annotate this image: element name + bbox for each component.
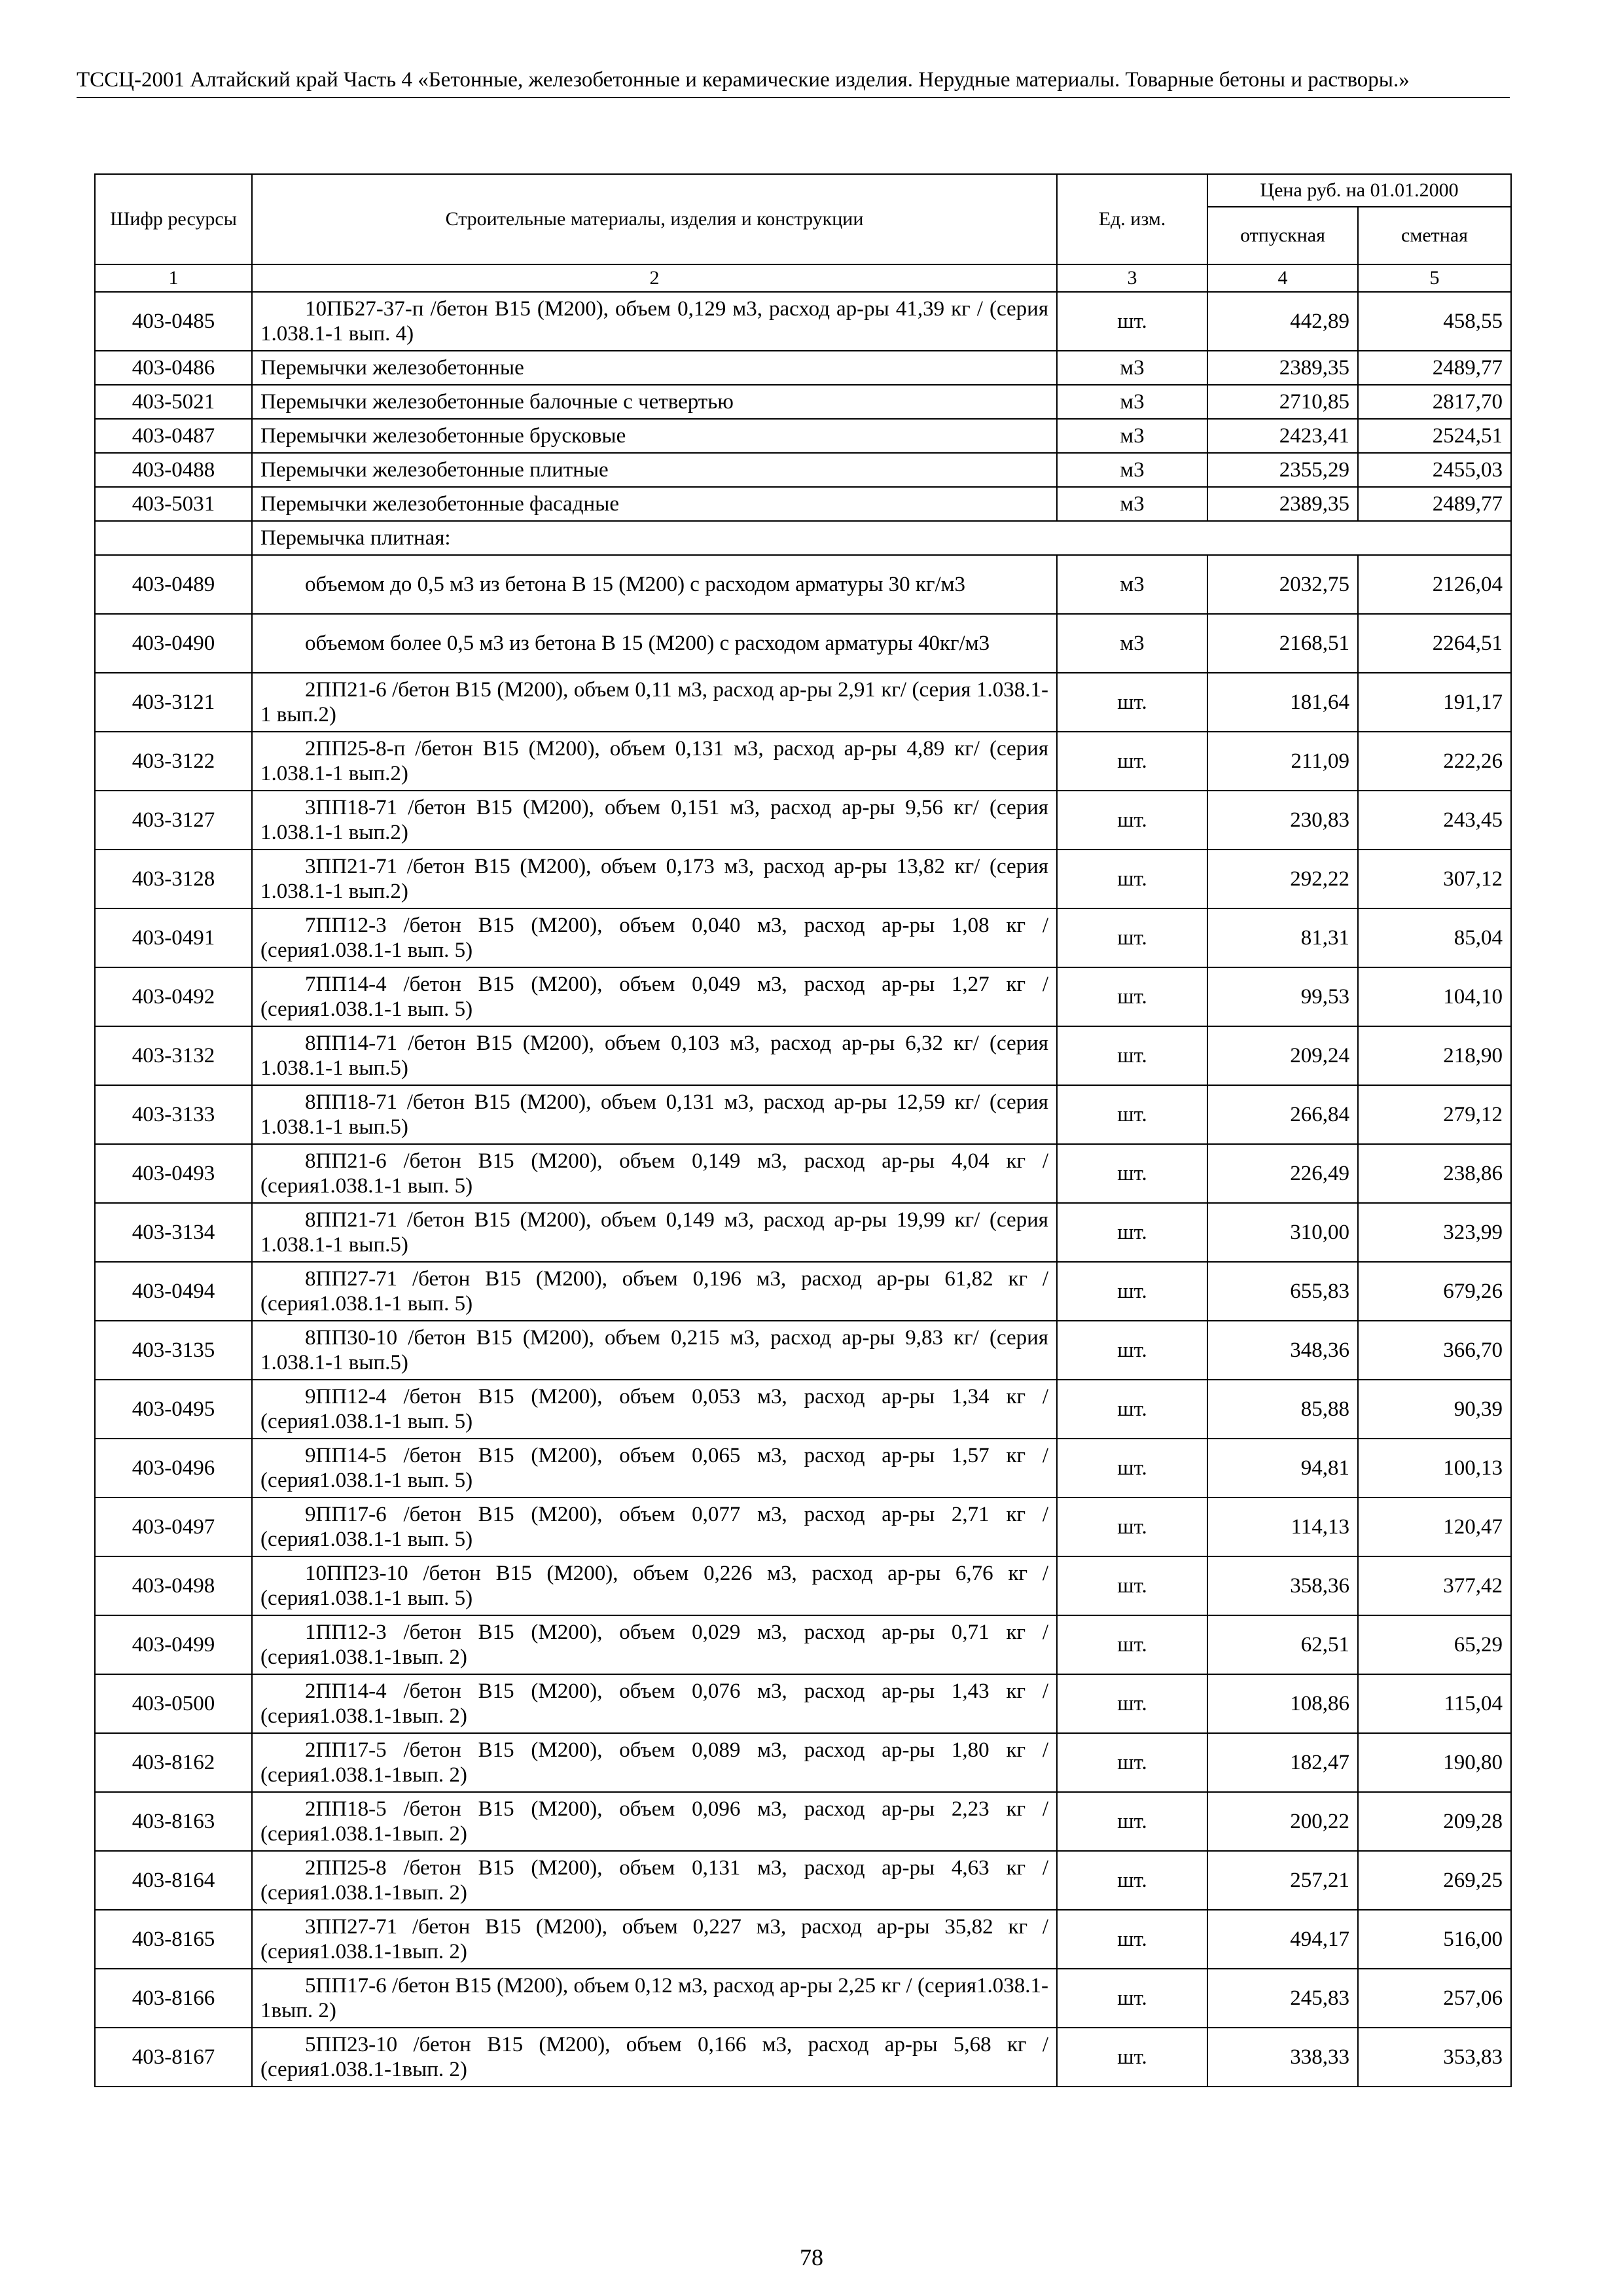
estimate-price: 679,26 xyxy=(1358,1262,1511,1321)
estimate-price: 90,39 xyxy=(1358,1380,1511,1439)
estimate-price: 269,25 xyxy=(1358,1851,1511,1910)
material-description: 8ПП27-71 /бетон В15 (М200), объем 0,196 м3, расход ар-ры 61,82 кг / (серия1.038.1-1 вып. 5) xyxy=(260,1267,1048,1316)
material-description-cell xyxy=(252,1498,1057,1556)
material-description-cell xyxy=(252,732,1057,791)
resource-code: 403-8163 xyxy=(95,1792,252,1851)
release-price: 2389,35 xyxy=(1207,487,1358,521)
material-description-cell xyxy=(252,908,1057,967)
estimate-price: 100,13 xyxy=(1358,1439,1511,1498)
material-description: 9ПП14-5 /бетон В15 (М200), объем 0,065 м3, расход ар-ры 1,57 кг / (серия1.038.1-1 вып. 5) xyxy=(260,1444,1048,1492)
unit-of-measure: шт. xyxy=(1057,1792,1207,1851)
estimate-price: 115,04 xyxy=(1358,1674,1511,1733)
material-description: Перемычки железобетонные плитные xyxy=(260,458,609,482)
material-description-cell xyxy=(252,351,1057,385)
material-description: 1ПП12-3 /бетон В15 (М200), объем 0,029 м3, расход ар-ры 0,71 кг / (серия1.038.1-1вып. 2) xyxy=(260,1621,1048,1669)
column-number-row xyxy=(95,264,1511,292)
column-number: 5 xyxy=(1358,264,1511,292)
table-row xyxy=(95,1321,1511,1380)
unit-of-measure: шт. xyxy=(1057,908,1207,967)
column-number: 3 xyxy=(1057,264,1207,292)
unit-of-measure: шт. xyxy=(1057,1439,1207,1498)
estimate-price: 257,06 xyxy=(1358,1969,1511,2028)
material-description-cell xyxy=(252,1026,1057,1085)
resource-code: 403-3134 xyxy=(95,1203,252,1262)
material-description: 2ПП18-5 /бетон В15 (М200), объем 0,096 м3, расход ар-ры 2,23 кг / (серия1.038.1-1вып. 2) xyxy=(260,1797,1048,1846)
resource-code: 403-0496 xyxy=(95,1439,252,1498)
release-price: 266,84 xyxy=(1207,1085,1358,1144)
resource-code: 403-3127 xyxy=(95,791,252,850)
unit-of-measure: шт. xyxy=(1057,791,1207,850)
material-description: 2ПП14-4 /бетон В15 (М200), объем 0,076 м3, расход ар-ры 1,43 кг / (серия1.038.1-1вып. 2) xyxy=(260,1679,1048,1728)
material-description: 5ПП17-6 /бетон В15 (М200), объем 0,12 м3, расход ар-ры 2,25 кг / (серия1.038.1-1вып. 2) xyxy=(260,1974,1048,2022)
estimate-price: 104,10 xyxy=(1358,967,1511,1026)
estimate-price: 243,45 xyxy=(1358,791,1511,850)
unit-of-measure: шт. xyxy=(1057,673,1207,732)
estimate-price: 323,99 xyxy=(1358,1203,1511,1262)
unit-of-measure: шт. xyxy=(1057,1851,1207,1910)
material-description: объемом более 0,5 м3 из бетона В 15 (М200) с расходом арматуры 40кг/м3 xyxy=(305,632,990,655)
material-description: 9ПП12-4 /бетон В15 (М200), объем 0,053 м3, расход ар-ры 1,34 кг / (серия1.038.1-1 вып. 5) xyxy=(260,1385,1048,1433)
unit-of-measure: шт. xyxy=(1057,967,1207,1026)
table-row xyxy=(95,1498,1511,1556)
material-description-cell xyxy=(252,1733,1057,1792)
table-row xyxy=(95,673,1511,732)
unit-of-measure: шт. xyxy=(1057,1556,1207,1615)
estimate-price: 458,55 xyxy=(1358,292,1511,351)
estimate-price: 2524,51 xyxy=(1358,419,1511,453)
release-price: 2355,29 xyxy=(1207,453,1358,487)
material-description-cell xyxy=(252,1969,1057,2028)
resource-code: 403-0491 xyxy=(95,908,252,967)
resource-code: 403-3122 xyxy=(95,732,252,791)
material-description-cell xyxy=(252,967,1057,1026)
table-row xyxy=(95,1203,1511,1262)
material-description: 8ПП18-71 /бетон В15 (М200), объем 0,131 м3, расход ар-ры 12,59 кг/ (серия 1.038.1-1 вып.5) xyxy=(260,1090,1048,1139)
estimate-price: 85,04 xyxy=(1358,908,1511,967)
material-description: 3ПП27-71 /бетон В15 (М200), объем 0,227 м3, расход ар-ры 35,82 кг / (серия1.038.1-1вып. 2) xyxy=(260,1915,1048,1964)
table-row xyxy=(95,351,1511,385)
estimate-price: 2126,04 xyxy=(1358,555,1511,614)
material-description-cell xyxy=(252,614,1057,673)
unit-of-measure: шт. xyxy=(1057,1085,1207,1144)
unit-of-measure: шт. xyxy=(1057,1380,1207,1439)
release-price: 348,36 xyxy=(1207,1321,1358,1380)
material-description: 8ПП21-6 /бетон В15 (М200), объем 0,149 м3, расход ар-ры 4,04 кг / (серия1.038.1-1 вып. 5) xyxy=(260,1149,1048,1198)
table-row xyxy=(95,967,1511,1026)
table-row xyxy=(95,850,1511,908)
table-row xyxy=(95,292,1511,351)
table-row xyxy=(95,1733,1511,1792)
resource-code: 403-0489 xyxy=(95,555,252,614)
table-row xyxy=(95,1026,1511,1085)
table-row xyxy=(95,908,1511,967)
unit-of-measure: шт. xyxy=(1057,1674,1207,1733)
estimate-price: 65,29 xyxy=(1358,1615,1511,1674)
unit-of-measure: шт. xyxy=(1057,1144,1207,1203)
release-price: 358,36 xyxy=(1207,1556,1358,1615)
release-price: 2710,85 xyxy=(1207,385,1358,419)
release-price: 108,86 xyxy=(1207,1674,1358,1733)
resource-code: 403-3121 xyxy=(95,673,252,732)
release-price: 94,81 xyxy=(1207,1439,1358,1498)
material-description-cell xyxy=(252,385,1057,419)
table-row xyxy=(95,2028,1511,2087)
release-price: 2389,35 xyxy=(1207,351,1358,385)
unit-of-measure: м3 xyxy=(1057,385,1207,419)
estimate-price: 307,12 xyxy=(1358,850,1511,908)
resource-code: 403-8166 xyxy=(95,1969,252,2028)
unit-of-measure: шт. xyxy=(1057,1321,1207,1380)
estimate-price: 2455,03 xyxy=(1358,453,1511,487)
price-table xyxy=(94,173,1512,2087)
material-description: 3ПП21-71 /бетон В15 (М200), объем 0,173 м3, расход ар-ры 13,82 кг/ (серия 1.038.1-1 вып.2) xyxy=(260,855,1048,903)
resource-code: 403-0494 xyxy=(95,1262,252,1321)
table-row xyxy=(95,487,1511,521)
release-price: 182,47 xyxy=(1207,1733,1358,1792)
resource-code: 403-3135 xyxy=(95,1321,252,1380)
estimate-price: 218,90 xyxy=(1358,1026,1511,1085)
material-description-cell xyxy=(252,487,1057,521)
release-price: 338,33 xyxy=(1207,2028,1358,2087)
release-price: 209,24 xyxy=(1207,1026,1358,1085)
material-description: 2ПП25-8 /бетон В15 (М200), объем 0,131 м3, расход ар-ры 4,63 кг / (серия1.038.1-1вып. 2) xyxy=(260,1856,1048,1905)
column-number: 4 xyxy=(1207,264,1358,292)
table-row xyxy=(95,1262,1511,1321)
table-row xyxy=(95,1910,1511,1969)
material-description-cell xyxy=(252,1792,1057,1851)
material-description-cell xyxy=(252,1085,1057,1144)
material-description: 3ПП18-71 /бетон В15 (М200), объем 0,151 м3, расход ар-ры 9,56 кг/ (серия 1.038.1-1 вып.2) xyxy=(260,796,1048,844)
resource-code: 403-0492 xyxy=(95,967,252,1026)
resource-code: 403-3128 xyxy=(95,850,252,908)
resource-code: 403-0495 xyxy=(95,1380,252,1439)
unit-of-measure: м3 xyxy=(1057,453,1207,487)
table-row xyxy=(95,1792,1511,1851)
release-price: 62,51 xyxy=(1207,1615,1358,1674)
resource-code: 403-0488 xyxy=(95,453,252,487)
material-description-cell xyxy=(252,1556,1057,1615)
resource-code: 403-0485 xyxy=(95,292,252,351)
resource-code: 403-3133 xyxy=(95,1085,252,1144)
material-description-cell xyxy=(252,673,1057,732)
release-price: 655,83 xyxy=(1207,1262,1358,1321)
material-description: Перемычки железобетонные балочные с четвертью xyxy=(260,390,734,414)
unit-of-measure: м3 xyxy=(1057,419,1207,453)
resource-code: 403-8167 xyxy=(95,2028,252,2087)
resource-code: 403-0493 xyxy=(95,1144,252,1203)
resource-code: 403-5031 xyxy=(95,487,252,521)
resource-code: 403-5021 xyxy=(95,385,252,419)
unit-of-measure: шт. xyxy=(1057,732,1207,791)
col-header-release-price: отпускная xyxy=(1207,207,1358,264)
unit-of-measure: м3 xyxy=(1057,555,1207,614)
table-row xyxy=(95,419,1511,453)
estimate-price: 366,70 xyxy=(1358,1321,1511,1380)
estimate-price: 2489,77 xyxy=(1358,351,1511,385)
release-price: 2168,51 xyxy=(1207,614,1358,673)
release-price: 114,13 xyxy=(1207,1498,1358,1556)
resource-code: 403-8162 xyxy=(95,1733,252,1792)
table-row xyxy=(95,1085,1511,1144)
material-description: 2ПП25-8-п /бетон В15 (М200), объем 0,131 м3, расход ар-ры 4,89 кг/ (серия 1.038.1-1 вып.2) xyxy=(260,737,1048,785)
release-price: 245,83 xyxy=(1207,1969,1358,2028)
material-description: 7ПП14-4 /бетон В15 (М200), объем 0,049 м3, расход ар-ры 1,27 кг / (серия1.038.1-1 вып. 5) xyxy=(260,973,1048,1021)
material-description-cell xyxy=(252,1851,1057,1910)
release-price: 230,83 xyxy=(1207,791,1358,850)
material-description-cell xyxy=(252,1321,1057,1380)
table-row xyxy=(95,614,1511,673)
table-row xyxy=(95,555,1511,614)
resource-code: 403-0490 xyxy=(95,614,252,673)
release-price: 200,22 xyxy=(1207,1792,1358,1851)
unit-of-measure: шт. xyxy=(1057,1615,1207,1674)
release-price: 211,09 xyxy=(1207,732,1358,791)
release-price: 81,31 xyxy=(1207,908,1358,967)
table-row xyxy=(95,1615,1511,1674)
resource-code: 403-8165 xyxy=(95,1910,252,1969)
material-description: 5ПП23-10 /бетон В15 (М200), объем 0,166 м3, расход ар-ры 5,68 кг / (серия1.038.1-1вып. 2) xyxy=(260,2033,1048,2081)
column-number: 1 xyxy=(95,264,252,292)
material-description-cell xyxy=(252,1380,1057,1439)
release-price: 442,89 xyxy=(1207,292,1358,351)
release-price: 99,53 xyxy=(1207,967,1358,1026)
table-row xyxy=(95,1439,1511,1498)
estimate-price: 222,26 xyxy=(1358,732,1511,791)
resource-code: 403-8164 xyxy=(95,1851,252,1910)
material-description-cell xyxy=(252,1439,1057,1498)
table-row xyxy=(95,1674,1511,1733)
material-description-cell xyxy=(252,1674,1057,1733)
material-description-cell xyxy=(252,2028,1057,2087)
col-header-estimate-price: сметная xyxy=(1358,207,1511,264)
col-header-code: Шифр ресурсы xyxy=(95,174,252,264)
material-description-cell xyxy=(252,1203,1057,1262)
release-price: 310,00 xyxy=(1207,1203,1358,1262)
unit-of-measure: шт. xyxy=(1057,1498,1207,1556)
section-code-cell xyxy=(95,521,252,555)
estimate-price: 2817,70 xyxy=(1358,385,1511,419)
resource-code: 403-0486 xyxy=(95,351,252,385)
table-body xyxy=(95,292,1511,2087)
release-price: 226,49 xyxy=(1207,1144,1358,1203)
estimate-price: 238,86 xyxy=(1358,1144,1511,1203)
material-description: объемом до 0,5 м3 из бетона В 15 (М200) с расходом арматуры 30 кг/м3 xyxy=(305,573,966,596)
estimate-price: 2264,51 xyxy=(1358,614,1511,673)
release-price: 292,22 xyxy=(1207,850,1358,908)
estimate-price: 2489,77 xyxy=(1358,487,1511,521)
material-description-cell xyxy=(252,850,1057,908)
column-number: 2 xyxy=(252,264,1057,292)
estimate-price: 353,83 xyxy=(1358,2028,1511,2087)
material-description: 8ПП21-71 /бетон В15 (М200), объем 0,149 м3, расход ар-ры 19,99 кг/ (серия 1.038.1-1 вып.5) xyxy=(260,1208,1048,1257)
table-row xyxy=(95,1851,1511,1910)
unit-of-measure: шт. xyxy=(1057,2028,1207,2087)
material-description-cell xyxy=(252,453,1057,487)
release-price: 2423,41 xyxy=(1207,419,1358,453)
resource-code: 403-0500 xyxy=(95,1674,252,1733)
material-description: 2ПП21-6 /бетон В15 (М200), объем 0,11 м3, расход ар-ры 2,91 кг/ (серия 1.038.1-1 вып.2) xyxy=(260,678,1048,726)
unit-of-measure: м3 xyxy=(1057,614,1207,673)
material-description: 10ПБ27-37-п /бетон В15 (М200), объем 0,129 м3, расход ар-ры 41,39 кг / (серия 1.038.1-1 вып. 4) xyxy=(260,297,1048,346)
section-row xyxy=(95,521,1511,555)
release-price: 257,21 xyxy=(1207,1851,1358,1910)
estimate-price: 191,17 xyxy=(1358,673,1511,732)
unit-of-measure: шт. xyxy=(1057,292,1207,351)
unit-of-measure: шт. xyxy=(1057,850,1207,908)
estimate-price: 377,42 xyxy=(1358,1556,1511,1615)
table-row xyxy=(95,1969,1511,2028)
material-description-cell xyxy=(252,791,1057,850)
table-row xyxy=(95,453,1511,487)
material-description: Перемычки железобетонные брусковые xyxy=(260,424,626,448)
unit-of-measure: шт. xyxy=(1057,1026,1207,1085)
release-price: 181,64 xyxy=(1207,673,1358,732)
resource-code: 403-0499 xyxy=(95,1615,252,1674)
material-description-cell xyxy=(252,555,1057,614)
material-description: 2ПП17-5 /бетон В15 (М200), объем 0,089 м3, расход ар-ры 1,80 кг / (серия1.038.1-1вып. 2) xyxy=(260,1738,1048,1787)
material-description-cell xyxy=(252,1615,1057,1674)
col-header-unit: Ед. изм. xyxy=(1057,174,1207,264)
table-row xyxy=(95,385,1511,419)
unit-of-measure: м3 xyxy=(1057,487,1207,521)
release-price: 494,17 xyxy=(1207,1910,1358,1969)
unit-of-measure: шт. xyxy=(1057,1262,1207,1321)
table-row xyxy=(95,732,1511,791)
resource-code: 403-0497 xyxy=(95,1498,252,1556)
table-row xyxy=(95,791,1511,850)
resource-code: 403-0487 xyxy=(95,419,252,453)
resource-code: 403-3132 xyxy=(95,1026,252,1085)
unit-of-measure: шт. xyxy=(1057,1910,1207,1969)
table-row xyxy=(95,1144,1511,1203)
material-description: Перемычки железобетонные xyxy=(260,356,524,380)
col-header-price-group: Цена руб. на 01.01.2000 xyxy=(1207,174,1511,207)
unit-of-measure: шт. xyxy=(1057,1969,1207,2028)
material-description-cell xyxy=(252,1144,1057,1203)
material-description-cell xyxy=(252,419,1057,453)
table-row xyxy=(95,1380,1511,1439)
release-price: 85,88 xyxy=(1207,1380,1358,1439)
unit-of-measure: шт. xyxy=(1057,1203,1207,1262)
material-description: 8ПП14-71 /бетон В15 (М200), объем 0,103 м3, расход ар-ры 6,32 кг/ (серия 1.038.1-1 вып.5) xyxy=(260,1031,1048,1080)
material-description: 9ПП17-6 /бетон В15 (М200), объем 0,077 м3, расход ар-ры 2,71 кг / (серия1.038.1-1 вып. 5) xyxy=(260,1503,1048,1551)
release-price: 2032,75 xyxy=(1207,555,1358,614)
estimate-price: 279,12 xyxy=(1358,1085,1511,1144)
material-description: 8ПП30-10 /бетон В15 (М200), объем 0,215 м3, расход ар-ры 9,83 кг/ (серия 1.038.1-1 вып.5) xyxy=(260,1326,1048,1374)
material-description: 7ПП12-3 /бетон В15 (М200), объем 0,040 м3, расход ар-ры 1,08 кг / (серия1.038.1-1 вып. 5) xyxy=(260,914,1048,962)
unit-of-measure: м3 xyxy=(1057,351,1207,385)
material-description-cell xyxy=(252,1910,1057,1969)
section-title: Перемычка плитная: xyxy=(252,521,1511,555)
material-description: 10ПП23-10 /бетон В15 (М200), объем 0,226 м3, расход ар-ры 6,76 кг / (серия1.038.1-1 вып. 5) xyxy=(260,1562,1048,1610)
estimate-price: 120,47 xyxy=(1358,1498,1511,1556)
page-header: ТССЦ-2001 Алтайский край Часть 4 «Бетонные, железобетонные и керамические изделия. Нерудные материалы. Товарные бетоны и растворы.» xyxy=(77,67,1510,98)
material-description-cell xyxy=(252,1262,1057,1321)
col-header-description: Строительные материалы, изделия и конструкции xyxy=(252,174,1057,264)
material-description: Перемычки железобетонные фасадные xyxy=(260,492,619,516)
resource-code: 403-0498 xyxy=(95,1556,252,1615)
unit-of-measure: шт. xyxy=(1057,1733,1207,1792)
estimate-price: 190,80 xyxy=(1358,1733,1511,1792)
page-number: 78 xyxy=(800,2244,823,2270)
estimate-price: 516,00 xyxy=(1358,1910,1511,1969)
estimate-price: 209,28 xyxy=(1358,1792,1511,1851)
material-description-cell xyxy=(252,292,1057,351)
table-row xyxy=(95,1556,1511,1615)
